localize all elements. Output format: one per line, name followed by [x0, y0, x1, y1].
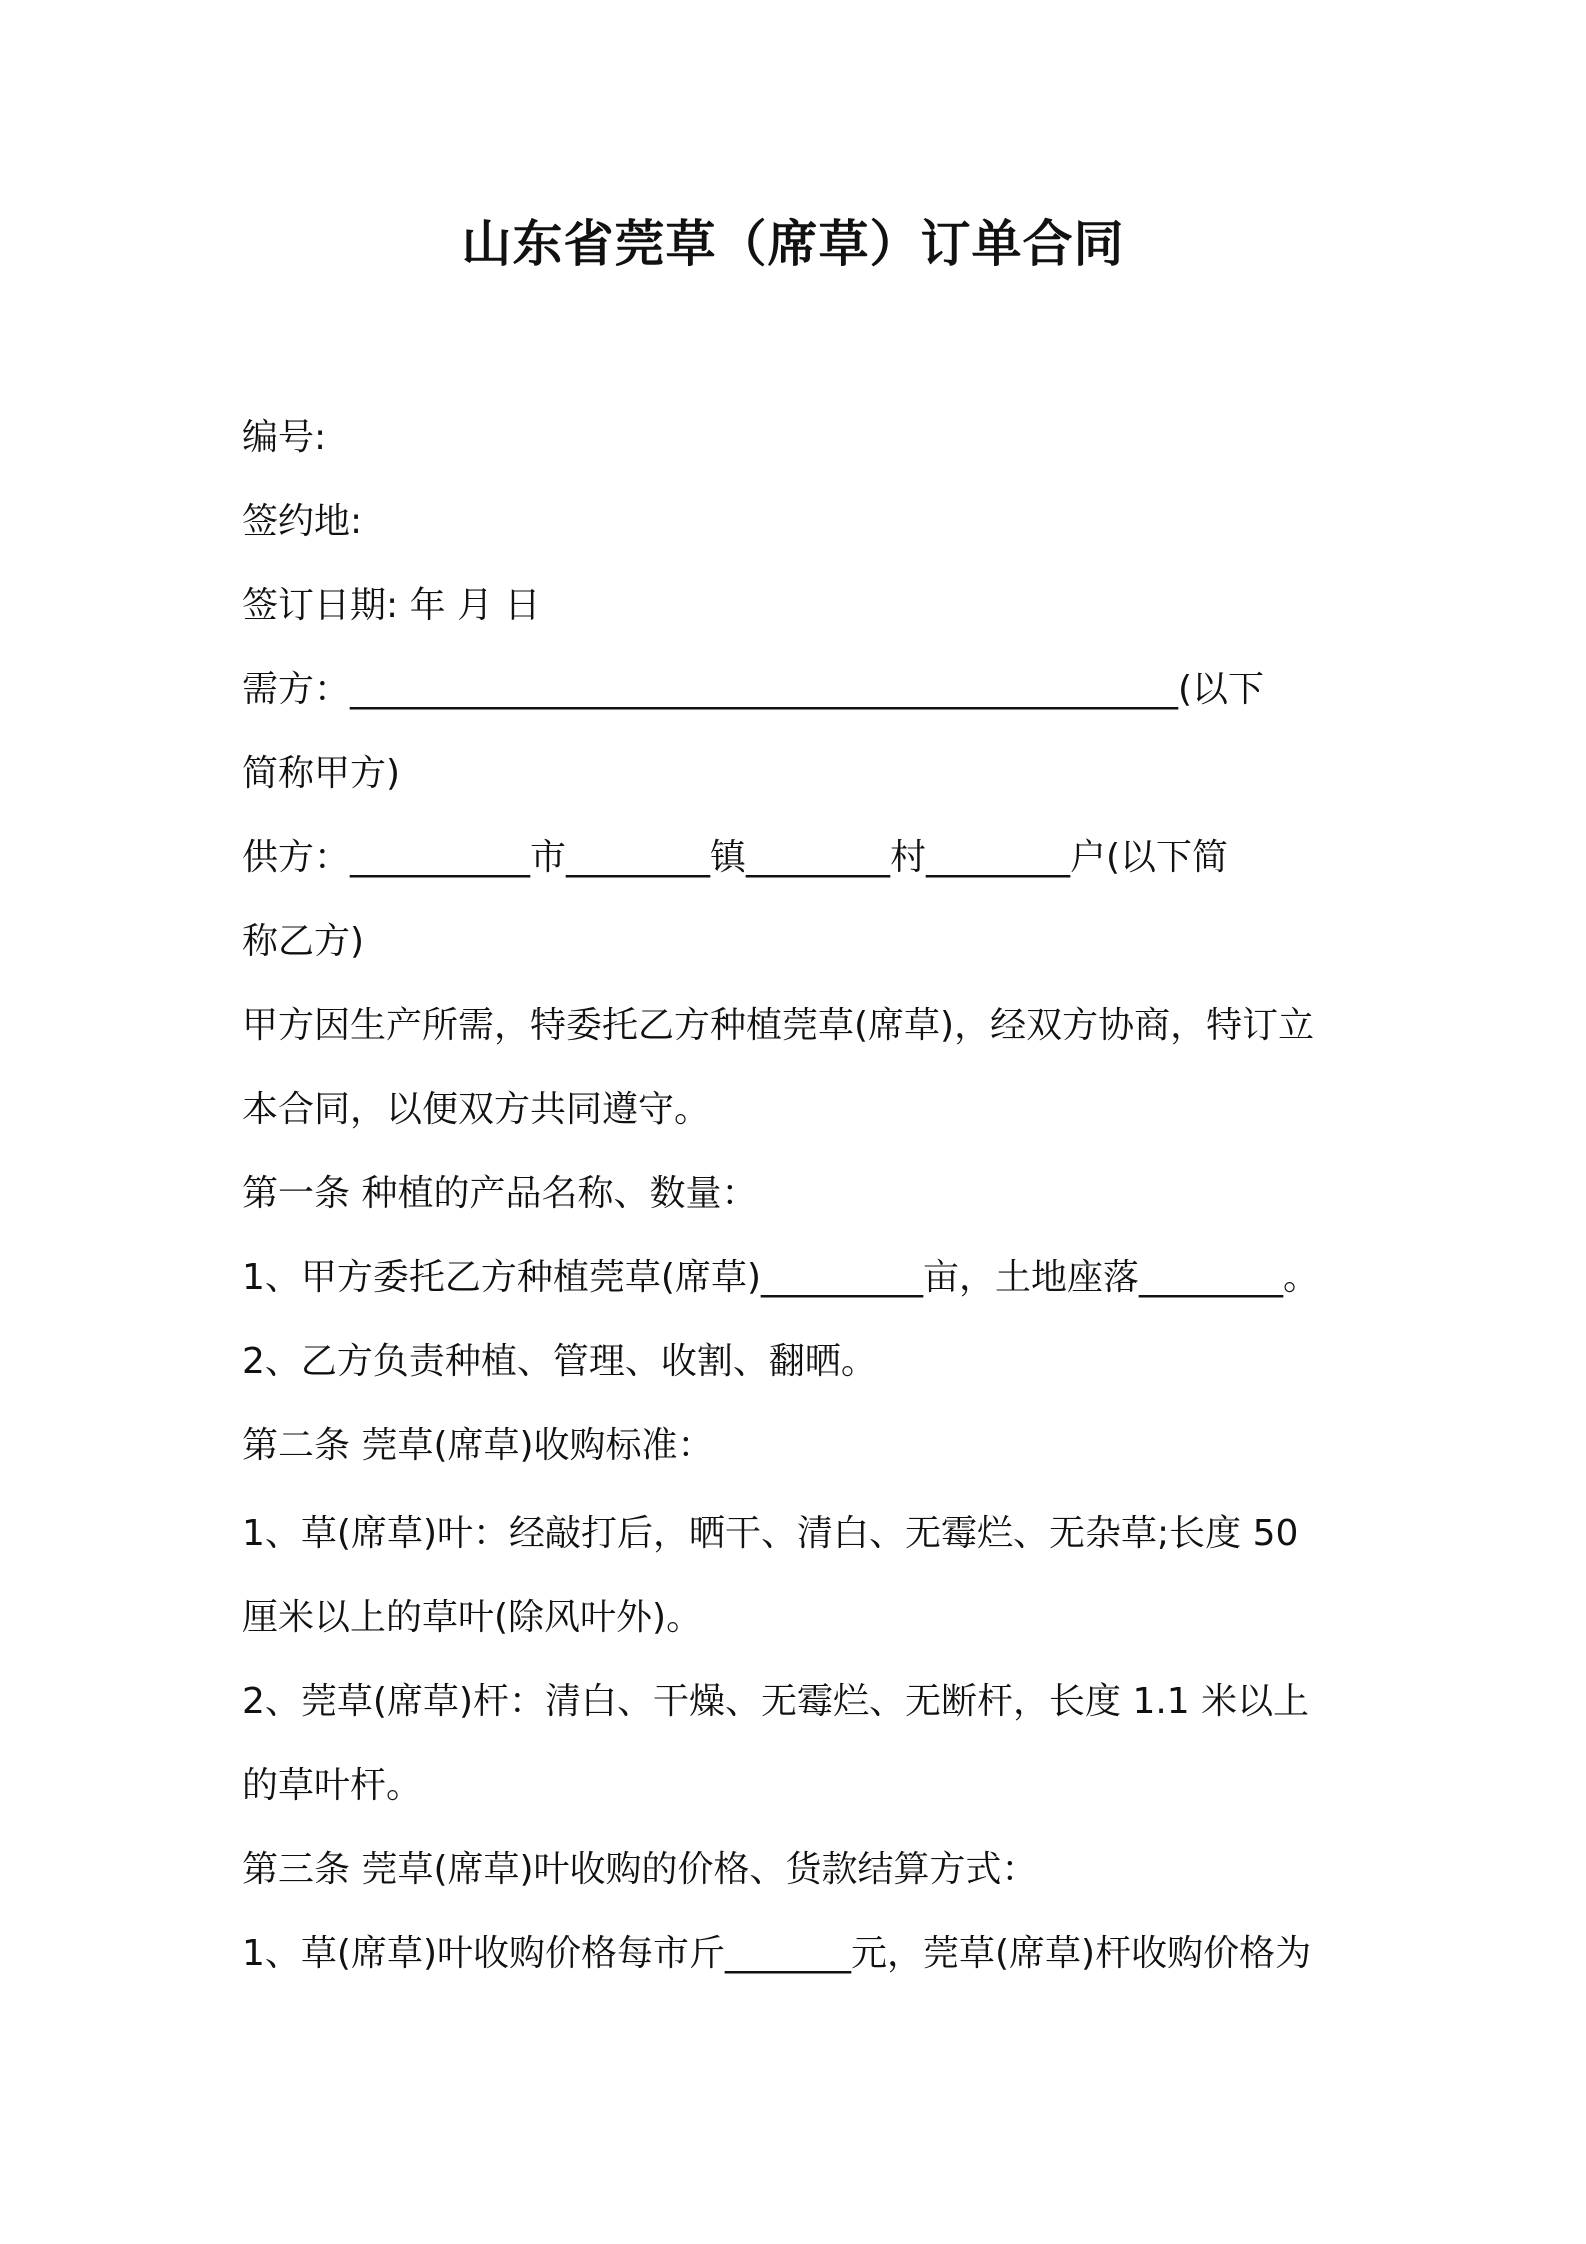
signing-date-line: 签订日期: 年 月 日: [242, 585, 541, 626]
contract-number-line: 编号:: [242, 417, 327, 458]
article-2-item-2: 2、莞草(席草)杆：清白、干燥、无霉烂、无断杆，长度 1.1 米以上: [242, 1681, 1310, 1722]
article-1-item-1: 1、甲方委托乙方种植莞草(席草)_________亩，土地座落________。: [242, 1257, 1319, 1298]
article-2-item-1-continued: 厘米以上的草叶(除风叶外)。: [242, 1597, 703, 1638]
article-1-heading: 第一条 种植的产品名称、数量：: [242, 1173, 758, 1214]
article-2-heading: 第二条 莞草(席草)收购标准：: [242, 1425, 714, 1466]
preamble-line-continued: 本合同，以便双方共同遵守。: [242, 1089, 711, 1130]
article-2-item-2-continued: 的草叶杆。: [242, 1765, 423, 1806]
buyer-line-continued: 简称甲方): [242, 753, 401, 794]
article-1-item-2: 2、乙方负责种植、管理、收割、翻晒。: [242, 1341, 877, 1382]
article-2-item-1: 1、草(席草)叶：经敲打后，晒干、清白、无霉烂、无杂草;长度 50: [242, 1513, 1299, 1554]
document-title: 山东省莞草（席草）订单合同: [461, 215, 1125, 273]
supplier-line: 供方：__________市________镇________村________户(以下简: [242, 837, 1229, 878]
preamble-line: 甲方因生产所需，特委托乙方种植莞草(席草)，经双方协商，特订立: [242, 1005, 1315, 1046]
buyer-line: 需方：______________________________________________(以下: [242, 669, 1265, 710]
article-3-item-1: 1、草(席草)叶收购价格每市斤_______元，莞草(席草)杆收购价格为: [242, 1933, 1312, 1974]
signing-place-line: 签约地:: [242, 501, 363, 542]
article-3-heading: 第三条 莞草(席草)叶收购的价格、货款结算方式：: [242, 1849, 1038, 1890]
supplier-line-continued: 称乙方): [242, 921, 365, 962]
